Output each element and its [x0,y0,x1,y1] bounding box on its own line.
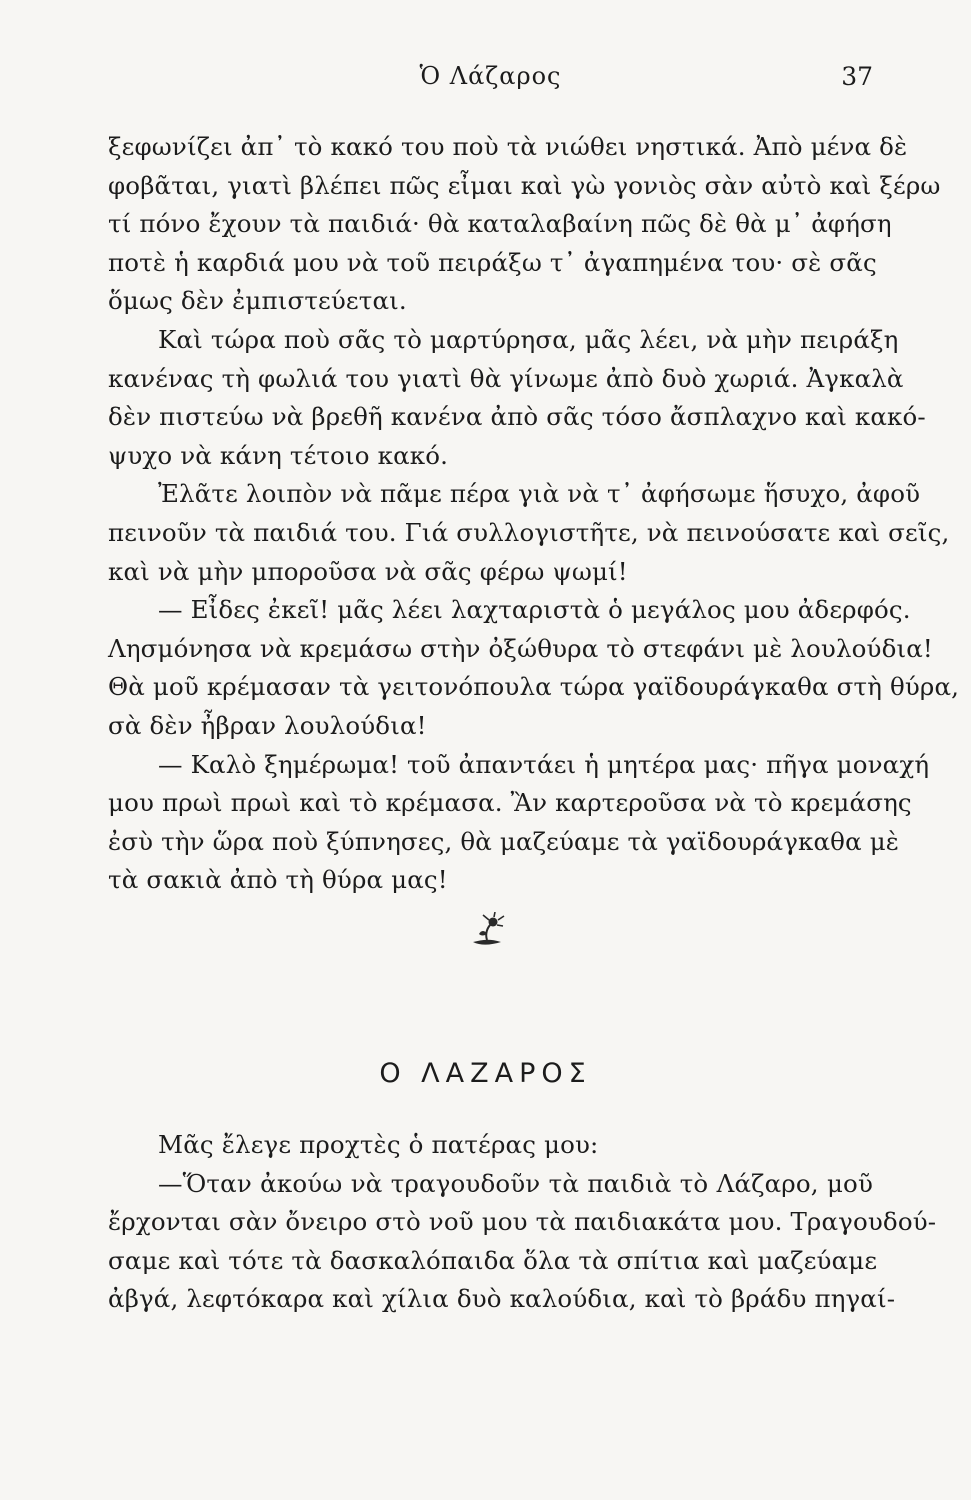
page-number: 37 [841,62,873,91]
text-line: τὰ σακιὰ ἀπὸ τὴ θύρα μας! [108,865,448,895]
text-line: ἐσὺ τὴν ὥρα ποὺ ξύπνησες, θὰ μαζεύαμε τὰ γαϊδουράγκαθα μὲ [108,826,900,856]
text-line: σὰ δὲν ἦβραν λουλούδια! [108,710,427,740]
text-line: φοβᾶται, γιατὶ βλέπει πῶς εἶμαι καὶ γὼ γονιὸς σὰν αὐτὸ καὶ ξέρω [108,170,941,200]
text-line: Καὶ τώρα ποὺ σᾶς τὸ μαρτύρησα, μᾶς λέει, νὰ μὴν πειράξη [158,324,899,354]
text-line: καὶ νὰ μὴν μποροῦσα νὰ σᾶς φέρω ψωμί! [108,556,628,586]
body-text [108,128,960,900]
text-line: ξεφωνίζει ἀπ᾽ τὸ κακό του ποὺ τὰ νιώθει νηστικά. Ἀπὸ μένα δὲ [108,132,908,161]
text-line: ποτὲ ἡ καρδιά μου νὰ τοῦ πειράξω τ᾽ ἀγαπημένα του· σὲ σᾶς [108,247,877,277]
text-line: Ἐλᾶτε λοιπὸν νὰ πᾶμε πέρα γιὰ νὰ τ᾽ ἀφήσωμε ἥσυχο, ἀφοῦ [158,479,921,509]
section-title: Ο ΛΑΖΑΡΟΣ [379,1058,592,1089]
text-line: Μᾶς ἔλεγε προχτὲς ὁ πατέρας μου: [158,1130,599,1159]
text-line: Λησμόνησα νὰ κρεμάσω στὴν ὀξώθυρα τὸ στεφάνι μὲ λουλούδια! [108,633,933,663]
text-line: ἀβγά, λεφτόκαρα καὶ χίλια δυὸ καλούδια, καὶ τὸ βράδυ πηγαί- [108,1284,896,1314]
text-line: Θὰ μοῦ κρέμασαν τὰ γειτονόπουλα τώρα γαϊδουράγκαθα στὴ θύρα, [108,672,960,702]
text-line: κανένας τὴ φωλιά του γιατὶ θὰ γίνωμε ἀπὸ δυὸ χωριά. Ἀγκαλὰ [108,363,904,393]
text-line: ψυχο νὰ κάνη τέτοιο κακό. [108,440,449,470]
text-line: ὅμως δὲν ἐμπιστεύεται. [108,286,407,316]
text-line: σαμε καὶ τότε τὰ δασκαλόπαιδα ὅλα τὰ σπίτια καὶ μαζεύαμε [108,1245,878,1275]
section-body-text [108,1126,937,1319]
text-line: μου πρωὶ πρωὶ καὶ τὸ κρέμασα. Ἂν καρτεροῦσα νὰ τὸ κρεμάσης [108,788,912,818]
text-line: —Ὅταν ἀκούω νὰ τραγουδοῦν τὰ παιδιὰ τὸ Λάζαρο, μοῦ [158,1168,873,1198]
text-line: — Εἶδες ἐκεῖ! μᾶς λέει λαχταριστὰ ὁ μεγάλος μου ἀδερφός. [158,595,911,625]
text-line: — Καλὸ ξημέρωμα! τοῦ ἀπαντάει ἡ μητέρα μας· πῆγα μοναχή [158,749,930,779]
text-line: τί πόνο ἔχουν τὰ παιδιά· θὰ καταλαβαίνη πῶς δὲ θὰ μ᾽ ἀφήση [108,209,892,239]
text-line: πεινοῦν τὰ παιδιά του. Γιά συλλογιστῆτε, νὰ πεινούσατε καὶ σεῖς, [108,517,950,547]
running-head-title: Ὁ Λάζαρος [419,62,562,90]
running-head [108,60,873,100]
text-line: ἔρχονται σὰν ὄνειρο στὸ νοῦ μου τὰ παιδιακάτα μου. Τραγουδού- [108,1207,937,1237]
text-line: δὲν πιστεύω νὰ βρεθῆ κανένα ἀπὸ σᾶς τόσο ἄσπλαχνο καὶ κακό- [108,402,926,432]
floral-ornament-icon [467,912,509,952]
